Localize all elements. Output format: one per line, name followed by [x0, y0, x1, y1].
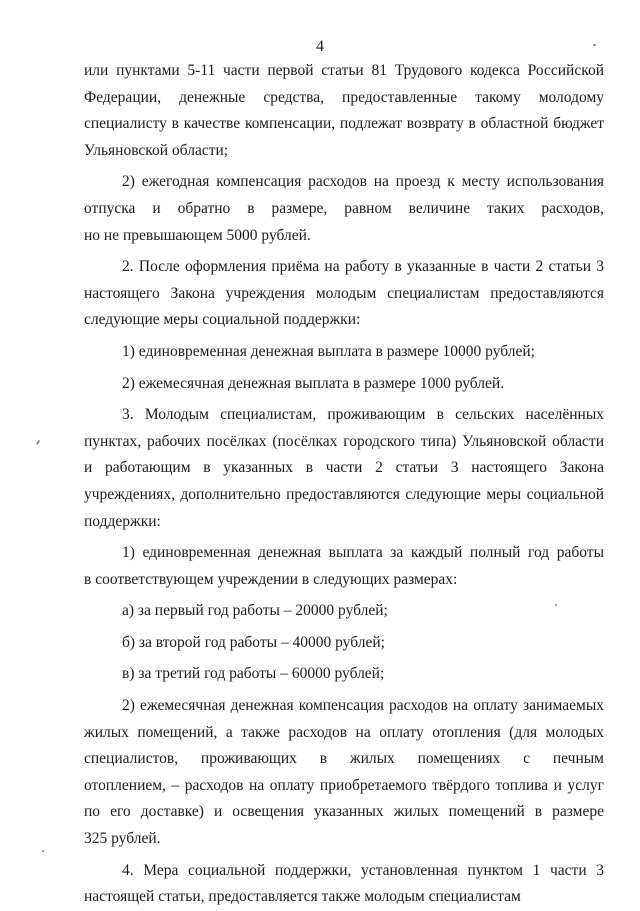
paragraph — [84, 339, 604, 366]
text-line: 2. После оформления приёма на работу в указанные в части 2 статьи 3 — [122, 258, 604, 276]
paragraph — [84, 254, 604, 334]
paragraph — [84, 693, 604, 853]
text-line: а) за первый год работы – 20000 рублей; — [122, 602, 388, 620]
text-line: 1) единовременная денежная выплата в размере 10000 рублей; — [122, 342, 535, 360]
text-line: б) за второй год работы – 40000 рублей; — [122, 633, 385, 651]
text-line: 2) ежемесячная денежная компенсация расходов на оплату занимаемых — [122, 697, 604, 715]
scan-speck — [593, 44, 596, 46]
paragraph — [84, 169, 604, 249]
text-line: следующие меры социальной поддержки: — [84, 311, 361, 329]
text-line: жилых помещений, а также расходов на оплату отопления (для молодых — [84, 723, 604, 741]
text-line: отпуска и обратно в размере, равном величине таких расходов, — [84, 199, 604, 217]
text-line: 2) ежегодная компенсация расходов на проезд к месту использования — [122, 173, 604, 191]
text-line: в) за третий год работы – 60000 рублей; — [122, 665, 385, 683]
paragraph — [84, 58, 604, 164]
paragraph — [84, 402, 604, 535]
scan-speck — [36, 440, 40, 445]
paragraph — [84, 858, 604, 911]
text-line: 3. Молодым специалистам, проживающим в сельских населённых — [122, 406, 604, 424]
text-line: настоящей статьи, предоставляется также молодым специалистам — [84, 888, 521, 906]
text-line: 2) ежемесячная денежная выплата в размере 1000 рублей. — [122, 374, 505, 392]
paragraph — [84, 540, 604, 593]
text-line: пунктах, рабочих посёлках (посёлках городского типа) Ульяновской области — [84, 432, 604, 450]
text-line: отоплением, – расходов на оплату приобретаемого твёрдого топлива и услуг — [84, 776, 604, 794]
text-line: настоящего Закона учреждения молодым специалистам предоставляются — [84, 284, 604, 302]
text-line: но не превышающем 5000 рублей. — [84, 226, 311, 244]
text-line: Ульяновской области; — [84, 141, 229, 159]
text-line: в соответствующем учреждении в следующих размерах: — [84, 570, 458, 588]
page-number: 4 — [316, 38, 324, 55]
paragraph — [84, 371, 604, 398]
text-line: поддержки: — [84, 512, 161, 530]
paragraph — [84, 661, 604, 688]
paragraph — [84, 598, 604, 625]
text-line: 1) единовременная денежная выплата за каждый полный год работы — [122, 544, 604, 562]
text-line: 4. Мера социальной поддержки, установленная пунктом 1 части 3 — [122, 861, 604, 879]
text-line: Федерации, денежные средства, предоставленные такому молодому — [84, 88, 604, 106]
text-line: специалисту в качестве компенсации, подлежат возврату в областной бюджет — [84, 115, 604, 133]
text-line: и работающим в указанных в части 2 статьи 3 настоящего Закона — [84, 459, 604, 477]
document-body — [84, 58, 604, 911]
text-line: специалистов, проживающих в жилых помещениях с печным — [84, 750, 604, 768]
text-line: учреждениях, дополнительно предоставляются следующие меры социальной — [84, 485, 604, 503]
paragraph — [84, 630, 604, 657]
text-line: 325 рублей. — [84, 830, 161, 848]
scan-speck — [42, 850, 44, 852]
text-line: или пунктами 5-11 части первой статьи 81 Трудового кодекса Российской — [84, 62, 604, 79]
text-line: по его доставке) и освещения указанных жилых помещений в размере — [84, 803, 604, 821]
